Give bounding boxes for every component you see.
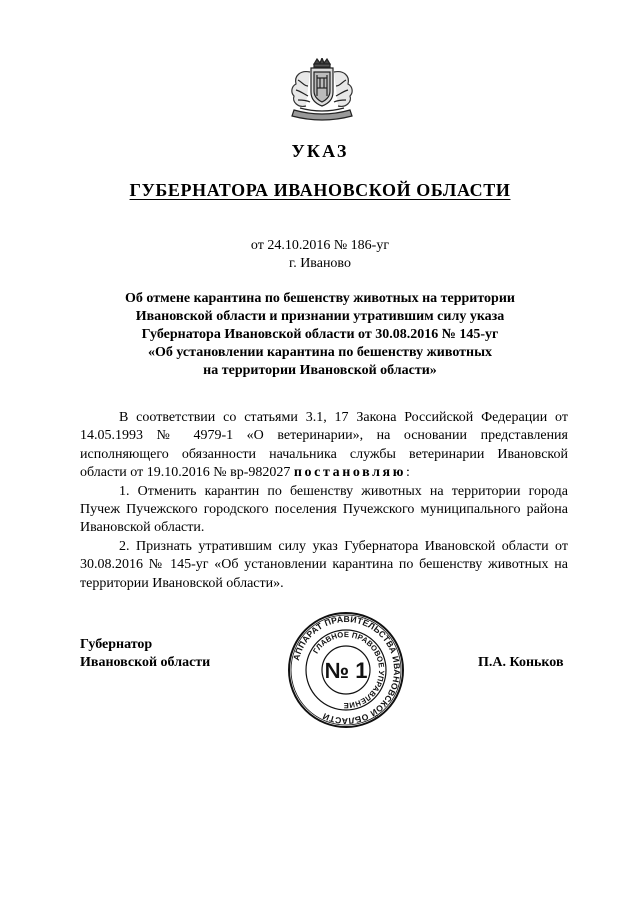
preamble-text: В соответствии со статьями 3.1, 17 Закона Российской Федерации от 14.05.1993 № 4979-1 «О ветеринарии», на основании представления исполняющего обязанности начальника службы ветеринарии Ивановской области от 19.10.2016 № вр-982027 [80, 410, 568, 481]
document-title: УКАЗ [291, 141, 349, 161]
stamp-ring-text: АППАРАТ ПРАВИТЕЛЬСТВА ИВАНОВСКОЙ ОБЛАСТИ [290, 613, 403, 727]
decree-colon: : [406, 465, 410, 481]
preamble-paragraph [80, 409, 568, 483]
heading-line: Об отмене карантина по бешенству животных на территории [125, 291, 515, 306]
coat-of-arms-icon [286, 58, 358, 124]
signature-position-line2: Ивановской области [80, 655, 211, 670]
heading-line: на территории Ивановской области» [203, 363, 437, 378]
stamp-inner-text: ГЛАВНОЕ ПРАВОВОЕ УПРАВЛЕНИЕ [311, 629, 387, 711]
official-stamp [287, 611, 405, 729]
subtitle-text: ГУБЕРНАТОРА ИВАНОВСКОЙ ОБЛАСТИ [129, 180, 511, 200]
heading-line: Губернатора Ивановской области от 30.08.2016 № 145-уг [141, 327, 499, 342]
document-body [80, 409, 568, 593]
document-subtitle [0, 180, 640, 201]
signature-name: П.А. Коньков [478, 655, 564, 670]
item-1: 1. Отменить карантин по бешенству животных на территории города Пучеж Пучежского городского поселения Пучежского муниципального района Ивановской области. [80, 483, 568, 536]
item-2: 2. Признать утратившим силу указ Губернатора Ивановской области от 30.08.2016 № 145-уг «Об установлении карантина по бешенству животных на территории Ивановской области». [80, 538, 568, 591]
signature-position-line1: Губернатор [80, 637, 153, 652]
document-heading [80, 290, 560, 380]
signature-position [80, 636, 210, 672]
stamp-number: № 1 [324, 658, 368, 683]
date-block [0, 237, 640, 273]
city: г. Иваново [289, 256, 351, 271]
date-number: от 24.10.2016 № 186-уг [250, 238, 390, 253]
decree-word: постановляю [293, 465, 407, 481]
heading-line: «Об установлении карантина по бешенству животных [147, 345, 493, 360]
heading-line: Ивановской области и признании утратившим силу указа [135, 309, 505, 324]
